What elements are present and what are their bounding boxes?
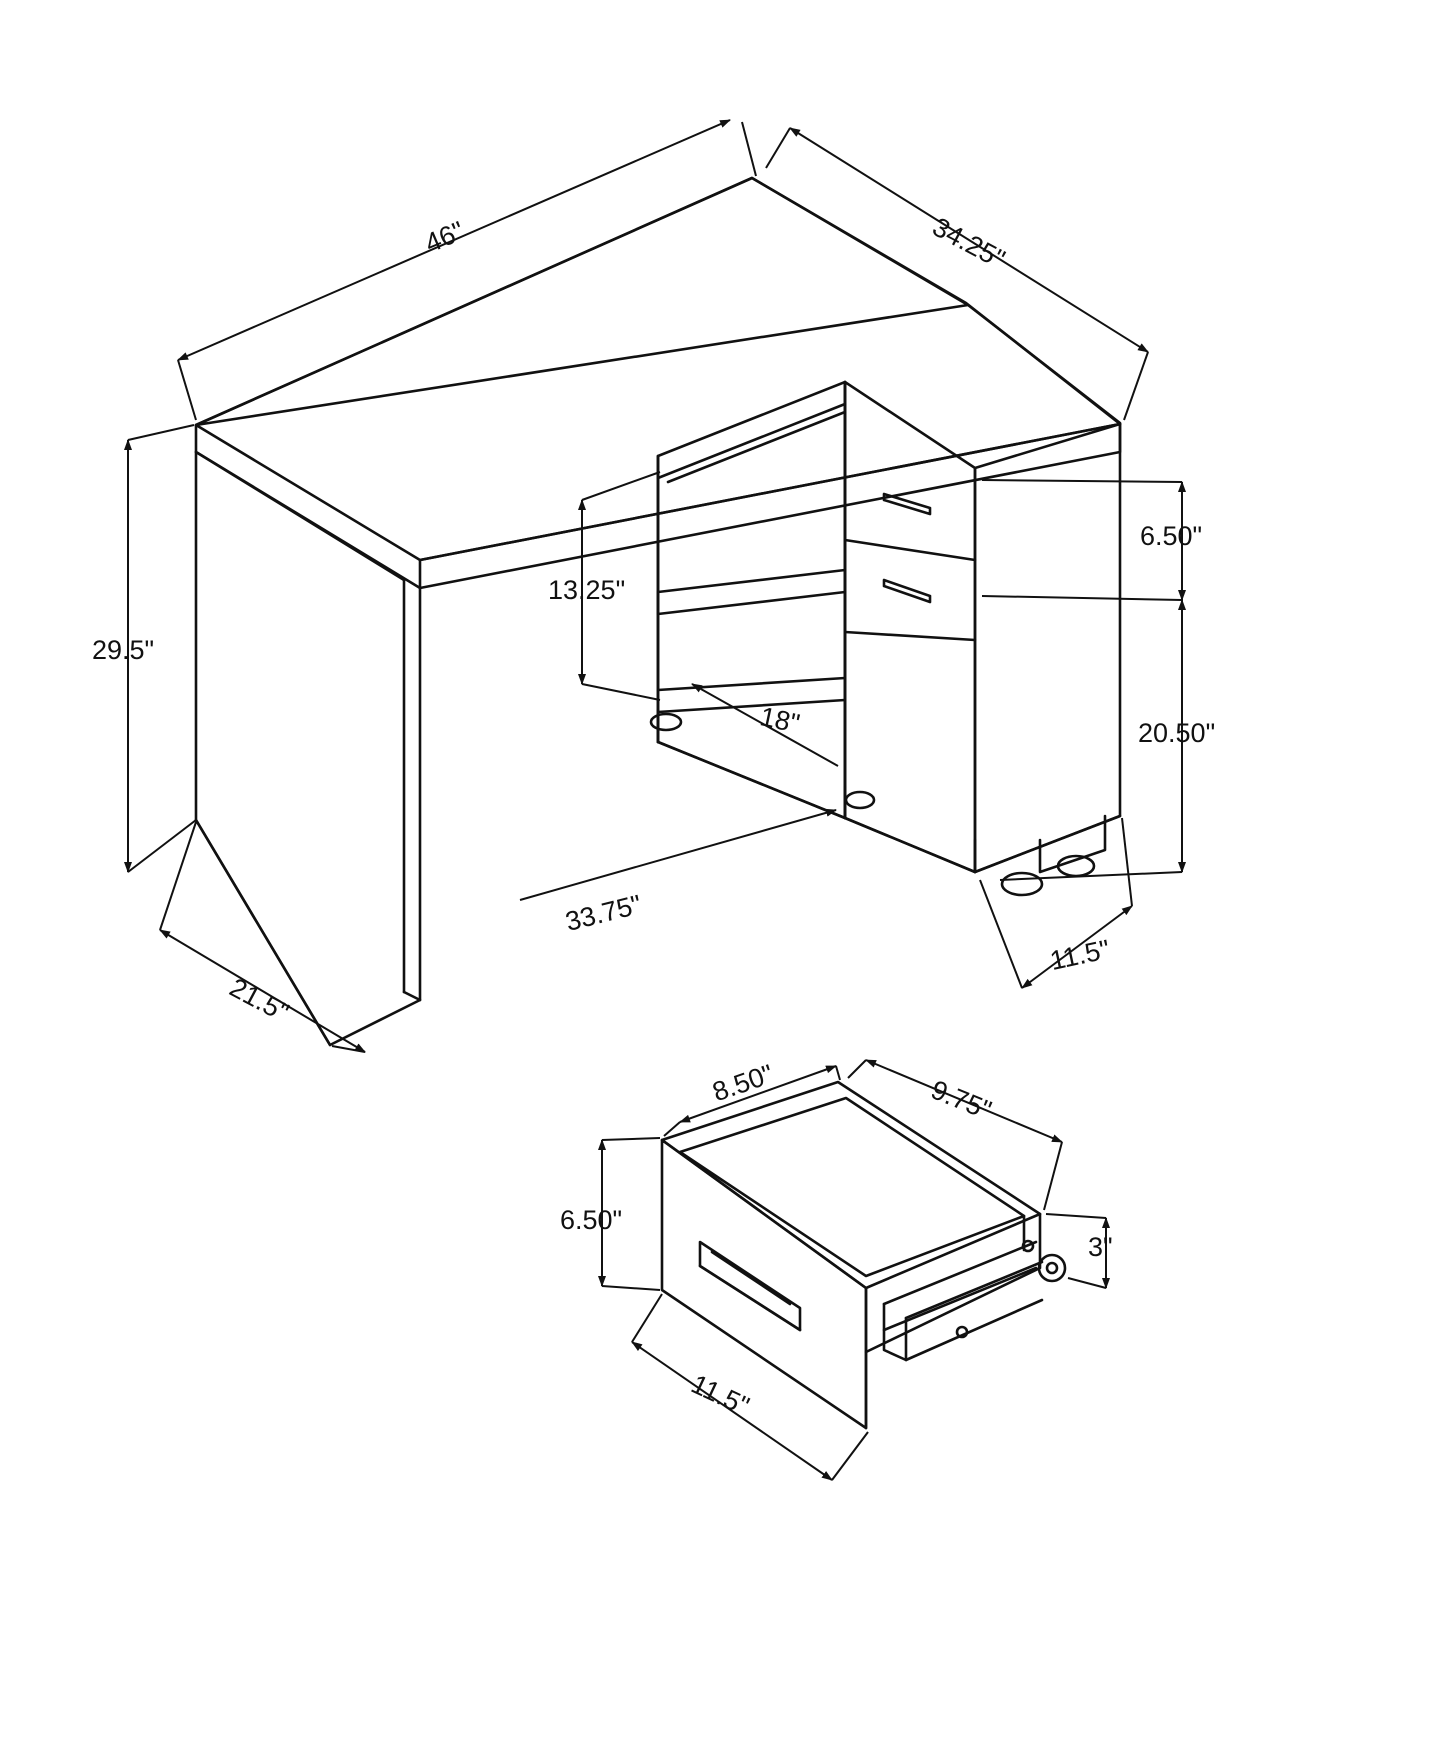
dimension-label-cabinet-height: 20.50" — [1138, 718, 1216, 748]
desk-geometry — [196, 178, 1120, 1045]
dimension-label-drawer-box-width: 8.50" — [708, 1058, 778, 1108]
dimension-label-desk-height: 29.5" — [92, 635, 155, 665]
dimension-label-desk-side-depth: 21.5" — [224, 972, 294, 1028]
dimension-label-drawer-detail-width: 11.5" — [686, 1368, 754, 1422]
dimension-label-desk-top-width: 46" — [420, 215, 469, 259]
dimension-lines-desk — [128, 120, 1182, 1052]
dimension-label-desk-return-depth: 34.25" — [927, 211, 1010, 275]
dimension-label-lower-span: 33.75" — [562, 889, 645, 937]
dimension-label-drawer-box-depth: 9.75" — [926, 1074, 996, 1126]
dimension-label-drawer-slide-height: 3" — [1088, 1232, 1113, 1262]
dimension-label-cabinet-depth: 11.5" — [1047, 934, 1113, 976]
dimension-label-shelf-opening-width: 18" — [757, 701, 803, 739]
dimension-label-drawer-detail-height: 6.50" — [560, 1205, 623, 1235]
drawer-detail-geometry — [662, 1082, 1065, 1428]
dimension-label-shelf-opening-height: 13.25" — [548, 575, 626, 605]
dimension-label-drawer-face-height: 6.50" — [1140, 521, 1203, 551]
